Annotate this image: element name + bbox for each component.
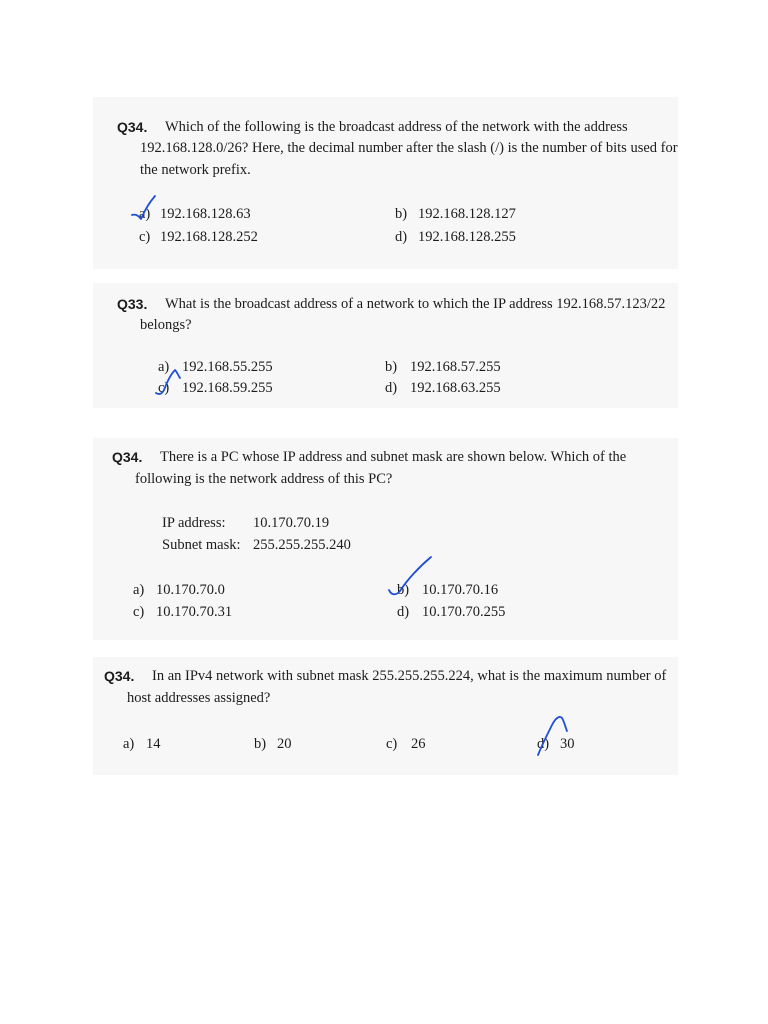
option-text-d: 10.170.70.255	[422, 604, 506, 620]
option-key-a: a)	[158, 359, 170, 375]
question-text-line: the network prefix.	[140, 162, 251, 178]
option-text-a: 10.170.70.0	[156, 582, 225, 598]
option-key-d: d)	[537, 736, 550, 752]
option-text-a: 192.168.128.63	[160, 206, 251, 222]
option-text-c: 10.170.70.31	[156, 604, 233, 620]
option-key-c: c)	[133, 604, 145, 620]
question-text: Which of the following is the broadcast address of the network with the address	[165, 119, 628, 135]
option-key-b: b)	[254, 736, 267, 752]
option-text-a: 14	[146, 736, 161, 752]
question-text-line	[160, 450, 660, 465]
question-number: Q34.	[112, 449, 143, 465]
option-text-a: 192.168.55.255	[182, 359, 273, 375]
checkmark-icon	[150, 364, 190, 404]
option-key-b: b)	[395, 206, 408, 222]
option-key-c: c)	[158, 380, 170, 396]
question-text-line: host addresses assigned?	[127, 690, 271, 706]
option-key-a: a)	[139, 206, 151, 222]
option-key-d: d)	[385, 380, 398, 396]
subnet-mask-value: 255.255.255.240	[253, 537, 351, 553]
question-number: Q33.	[117, 296, 148, 312]
option-text-c: 192.168.128.252	[160, 229, 258, 245]
ip-address-value: 10.170.70.19	[253, 515, 330, 531]
option-key-c: c)	[386, 736, 398, 752]
checkmark-icon	[385, 553, 435, 601]
option-text-c: 192.168.59.255	[182, 380, 273, 396]
question-text-line: following is the network address of this PC?	[135, 471, 393, 487]
question-number: Q34.	[104, 668, 135, 684]
option-key-d: d)	[397, 604, 410, 620]
option-key-a: a)	[133, 582, 145, 598]
option-text-b: 192.168.128.127	[418, 206, 516, 222]
question-text-line: What is the broadcast address of a network to which the IP address 192.168.57.123/22	[165, 296, 666, 312]
option-key-c: c)	[139, 229, 151, 245]
option-text-c: 26	[411, 736, 426, 752]
option-text-b: 20	[277, 736, 292, 752]
checkmark-icon	[128, 190, 168, 230]
option-key-a: a)	[123, 736, 135, 752]
subnet-mask-label: Subnet mask:	[162, 537, 241, 553]
option-text-b: 10.170.70.16	[422, 582, 499, 598]
ip-address-label: IP address:	[162, 515, 226, 531]
question-number: Q34.	[117, 119, 148, 135]
question-text-line: belongs?	[140, 317, 192, 333]
question-text-line: In an IPv4 network with subnet mask 255.255.255.224, what is the maximum number of	[152, 668, 667, 684]
checkmark-icon	[530, 711, 574, 761]
option-key-b: b)	[385, 359, 398, 375]
option-text-d: 192.168.128.255	[418, 229, 516, 245]
question-text: There is a PC whose IP address and subnet mask are shown below. Which of the	[160, 449, 627, 465]
question-text-line: 192.168.128.0/26? Here, the decimal number after the slash (/) is the number of bits used for	[140, 140, 678, 156]
option-text-d: 192.168.63.255	[410, 380, 501, 396]
question-text-line	[165, 120, 651, 135]
option-text-b: 192.168.57.255	[410, 359, 501, 375]
option-text-d: 30	[560, 736, 575, 752]
option-key-d: d)	[395, 229, 408, 245]
option-key-b: b)	[397, 582, 410, 598]
